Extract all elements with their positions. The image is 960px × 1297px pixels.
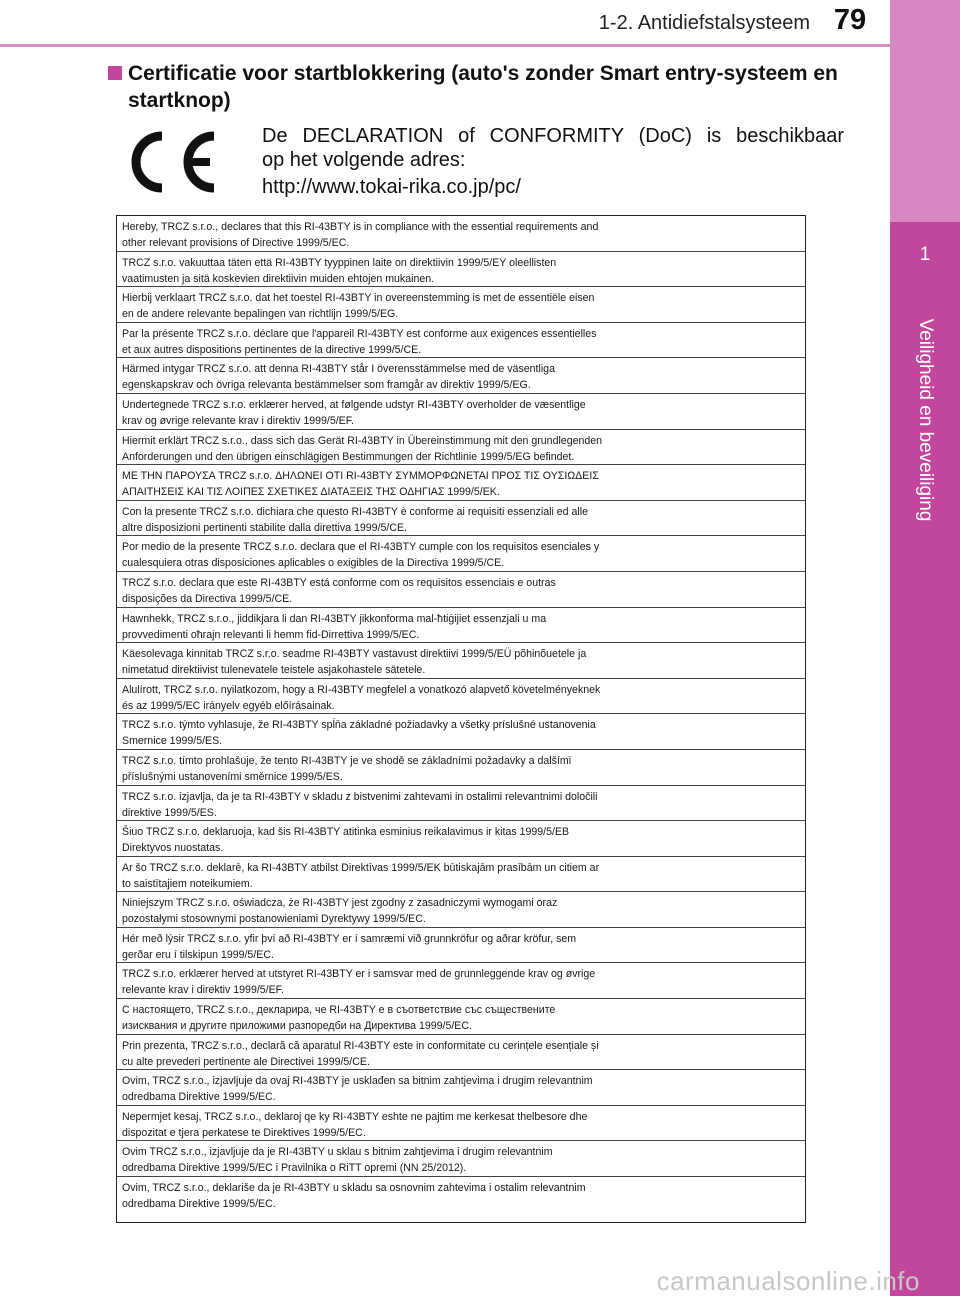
row-line-1: TRCZ s.r.o. izjavlja, da je ta RI-43BTY v skladu z bistvenimi zahtevami in ostalimi relevantnimi določili [122,790,598,803]
row-line-1: Hereby, TRCZ s.r.o., declares that this RI-43BTY is in compliance with the essential requirements and [122,221,599,233]
row-line-2: cu alte prevederi pertinente ale Directivei 1999/5/CE. [122,1055,370,1068]
table-row [117,536,805,572]
table-row [117,643,805,679]
row-line-1: Alulírott, TRCZ s.r.o. nyilatkozom, hogy a RI-43BTY megfelel a vonatkozó alapvető követelményeknek [122,683,601,696]
declaration-url[interactable]: http://www.tokai-rika.co.jp/pc/ [262,176,521,198]
row-line-1: Ovim TRCZ s.r.o., izjavljuje da je RI-43BTY u sklau s bitnim zahtjevima i drugim relevantnim [122,1146,553,1159]
page-number: 79 [833,4,867,36]
row-line-2: egenskapskrav och övriga relevanta bestämmelser som framgår av direktiv 1999/5/EG. [122,379,531,392]
section-title: Certificatie voor startblokkering (auto's zonder Smart entry-systeem en startknop) [128,62,838,112]
row-line-2: odredbama Direktive 1999/5/EC. [122,1198,276,1211]
table-row [117,821,805,857]
row-line-1: С настоящето, TRCZ s.r.o., декларира, че RI-43BTY е в съответствие със съществените [122,1004,556,1017]
table-row [117,1035,805,1071]
row-line-2: dispozitat e tjera perkatese te Direktives 1999/5/EC. [122,1126,366,1139]
row-line-1: TRCZ s.r.o. tímto prohlašuje, že tento RI-43BTY je ve shodě se základními požadavky a dalšími [122,754,572,767]
row-line-2: disposições da Directiva 1999/5/CE. [122,592,293,605]
row-line-2: direktive 1999/5/ES. [122,806,217,819]
table-row [117,1070,805,1106]
footer-watermark: carmanualsonline.info [656,1266,920,1296]
row-line-1: TRCZ s.r.o. declara que este RI-43BTY está conforme com os requisitos essenciais e outras [122,576,556,589]
row-line-1: Ovim, TRCZ s.r.o., izjavljuje da ovaj RI-43BTY je usklađen sa bitnim zahtjevima i drugim relevantnim [122,1075,593,1088]
table-row [117,465,805,501]
declaration-line-2: op het volgende adres: [262,149,466,171]
table-row [117,892,805,928]
row-line-1: Hierbij verklaart TRCZ s.r.o. dat het toestel RI-43BTY in overeenstemming is met de essentiële eisen [122,292,595,305]
row-line-1: Con la presente TRCZ s.r.o. dichiara che questo RI-43BTY è conforme ai requisiti essenziali ed alle [122,505,588,518]
table-row [117,252,805,288]
row-line-2: en de andere relevante bepalingen van richtlijn 1999/5/EG. [122,308,399,321]
chapter-number: 1 [919,244,931,265]
row-line-1: Niniejszym TRCZ s.r.o. oświadcza, że RI-43BTY jest zgodny z zasadniczymi wymogami oraz [122,897,558,910]
row-line-2: odredbama Direktive 1999/5/EC i Pravilnika o RiTT opremi (NN 25/2012). [122,1162,467,1175]
row-line-2: other relevant provisions of Directive 1999/5/EC. [122,237,350,249]
row-line-2: és az 1999/5/EC irányelv egyéb előírásainak. [122,699,335,712]
row-line-1: Nepermjet kesaj, TRCZ s.r.o., deklaroj qe ky RI-43BTY eshte ne pajtim me kerkesat thelbesore dhe [122,1110,588,1123]
header-rule [0,44,890,47]
table-row [117,679,805,715]
chapter-title: Veiligheid en beveiliging [915,318,936,522]
table-row [117,501,805,537]
table-row [117,714,805,750]
table-row [117,572,805,608]
row-line-1: Käesolevaga kinnitab TRCZ s.r.o. seadme RI-43BTY vastavust direktiivi 1999/5/EÜ põhinõuetele ja [122,648,587,661]
row-line-2: gerðar eru í tilskipun 1999/5/EC. [122,948,274,961]
table-row [117,394,805,430]
table-row [117,786,805,822]
section-marker-icon [108,66,122,80]
ce-mark-logo [122,128,222,196]
row-line-1: Šiuo TRCZ s.r.o. deklaruoja, kad šis RI-43BTY atitinka esminius reikalavimus ir kitas 1999/5/EB [122,826,570,839]
row-line-2: to saistītajiem noteikumiem. [122,877,253,890]
row-line-2: Anforderungen und den übrigen einschlägigen Bestimmungen der Richtlinie 1999/5/EG befindet. [122,450,575,463]
running-header: 1-2. Antidiefstalsysteem [598,12,810,34]
table-row [117,963,805,999]
table-row [117,323,805,359]
row-line-1: Ovim, TRCZ s.r.o., deklariše da je RI-43BTY u skladu sa osnovnim zahtevima i ostalim relevantnim [122,1182,586,1195]
row-line-1: Por medio de la presente TRCZ s.r.o. declara que el RI-43BTY cumple con los requisitos esenciales y [122,541,600,554]
row-line-2: Smernice 1999/5/ES. [122,735,223,748]
row-line-2: ΑΠΑΙΤΗΣΕΙΣ ΚΑΙ ΤΙΣ ΛΟΙΠΕΣ ΣΧΕΤΙΚΕΣ ΔΙΑΤΑΞΕΙΣ ΤΗΣ ΟΔΗΓΙΑΣ 1999/5/ΕΚ. [122,486,500,499]
table-row [117,1106,805,1142]
row-line-1: Prin prezenta, TRCZ s.r.o., declară că aparatul RI-43BTY este in conformitate cu cerințele esențiale și [122,1039,599,1052]
declaration-text [262,124,844,172]
row-line-1: TRCZ s.r.o. vakuuttaa täten että RI-43BTY tyyppinen laite on direktiivin 1999/5/EY oleellisten [122,256,557,269]
row-line-1: ΜΕ ΤΗΝ ΠΑΡΟΥΣΑ TRCZ s.r.o. ΔΗΛΩΝΕΙ ΟΤΙ RI-43BTY ΣΥΜΜΟΡΦΩΝΕΤΑΙ ΠΡΟΣ ΤΙΣ ΟΥΣΙΩΔΕΙΣ [122,470,599,483]
row-line-1: Par la présente TRCZ s.r.o. déclare que l'appareil RI-43BTY est conforme aux exigences essentielles [122,327,597,340]
row-line-1: TRCZ s.r.o. erklærer herved at utstyret RI-43BTY er i samsvar med de grunnleggende krav og øvrige [122,968,596,981]
table-row [117,750,805,786]
table-row [117,216,805,252]
row-line-2: krav og øvrige relevante krav i direktiv 1999/5/EF. [122,414,354,427]
chapter-side-band-top [890,0,960,222]
table-row [117,430,805,466]
declarations-table [116,215,806,1223]
row-line-2: nimetatud direktiivist tulenevatele teistele asjakohastele sätetele. [122,664,426,677]
row-line-2: provvedimenti oħrajn relevanti li hemm fid-Dirrettiva 1999/5/EC. [122,628,420,641]
row-line-2: изисквания и другите приложими разпоредби на Директива 1999/5/ЕС. [122,1020,472,1033]
row-line-2: odredbama Direktive 1999/5/EC. [122,1091,276,1104]
row-line-2: pozostałymi stosownymi postanowieniami Dyrektywy 1999/5/EC. [122,913,426,926]
table-row [117,1177,805,1213]
row-line-1: Ar šo TRCZ s.r.o. deklarē, ka RI-43BTY atbilst Direktīvas 1999/5/EK būtiskajām prasībām un citiem ar [122,861,600,874]
declaration-line-1: De DECLARATION of CONFORMITY (DoC) is beschikbaar [262,125,844,147]
table-row [117,928,805,964]
table-row [117,287,805,323]
row-line-2: cualesquiera otras disposiciones aplicables o exigibles de la Directiva 1999/5/CE. [122,557,505,570]
row-line-2: Direktyvos nuostatas. [122,842,224,855]
table-row [117,358,805,394]
table-row [117,857,805,893]
table-row [117,999,805,1035]
table-row [117,608,805,644]
row-line-2: vaatimusten ja sitä koskevien direktiivin muiden ehtojen mukainen. [122,272,435,285]
row-line-1: Hawnhekk, TRCZ s.r.o., jiddikjara li dan RI-43BTY jikkonforma mal-ħtiġijiet essenzjali u ma [122,612,547,625]
row-line-1: TRCZ s.r.o. týmto vyhlasuje, že RI-43BTY spĺňa základné požiadavky a všetky príslušné ustanovenia [122,719,596,732]
row-line-1: Undertegnede TRCZ s.r.o. erklærer herved, at følgende udstyr RI-43BTY overholder de væsentlige [122,398,586,411]
row-line-2: altre disposizioni pertinenti stabilite dalla direttiva 1999/5/CE. [122,521,408,534]
row-line-1: Härmed intygar TRCZ s.r.o. att denna RI-43BTY står I överensstämmelse med de väsentliga [122,363,555,376]
row-line-1: Hér með lýsir TRCZ s.r.o. yfir því að RI-43BTY er í samræmi við grunnkröfur og aðrar kröfur, sem [122,932,577,945]
row-line-2: relevante krav i direktiv 1999/5/EF. [122,984,284,997]
row-line-1: Hiermit erklärt TRCZ s.r.o., dass sich das Gerät RI-43BTY in Übereinstimmung mit den grundlegenden [122,434,603,447]
row-line-2: příslušnými ustanoveními směrnice 1999/5/ES. [122,770,343,783]
table-row [117,1141,805,1177]
row-line-2: et aux autres dispositions pertinentes de la directive 1999/5/CE. [122,343,422,356]
